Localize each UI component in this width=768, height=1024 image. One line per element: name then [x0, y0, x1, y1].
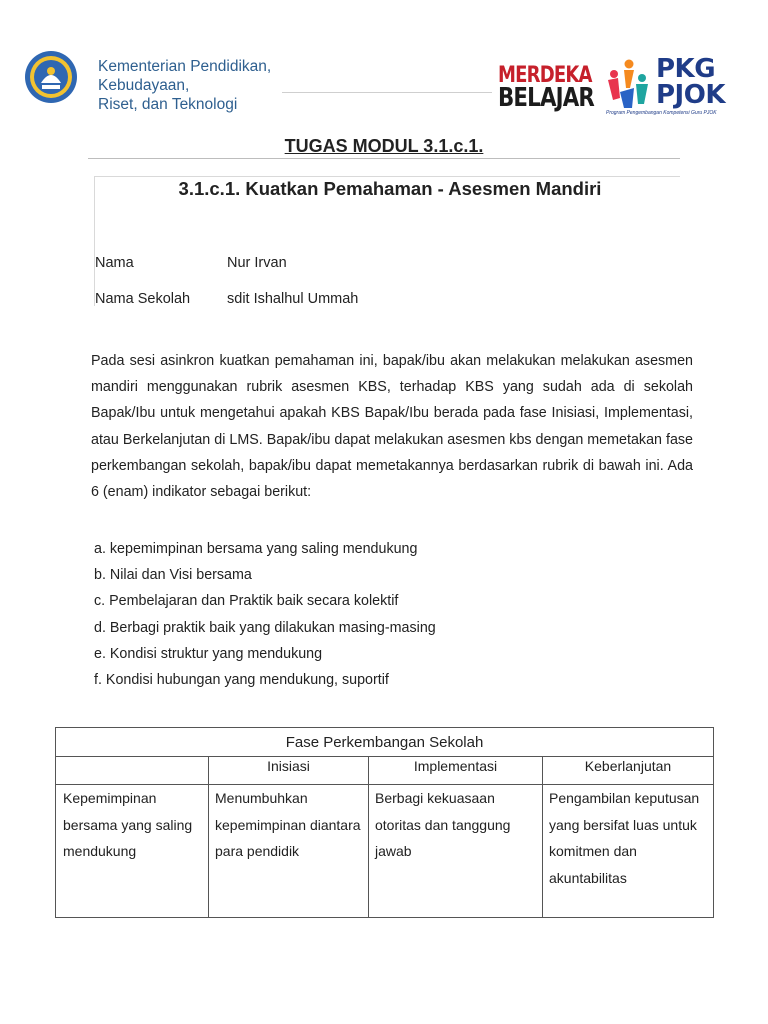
kemendikbud-emblem	[24, 50, 78, 104]
list-item: d. Berbagi praktik baik yang dilakukan masing-masing	[94, 619, 436, 636]
subtitle-frame-top	[94, 176, 680, 177]
school-value: sdit Ishalhul Ummah	[227, 291, 359, 307]
merdeka-word: MERDEKA	[498, 63, 592, 88]
title-divider	[88, 158, 680, 159]
document-subtitle: 3.1.c.1. Kuatkan Pemahaman - Asesmen Mandiri	[178, 178, 602, 199]
table-header-row	[56, 757, 714, 785]
ministry-line: Kementerian Pendidikan,	[98, 58, 272, 75]
ministry-line: Riset, dan Teknologi	[98, 96, 238, 113]
list-item: c. Pembelajaran dan Praktik baik secara kolektif	[94, 593, 399, 610]
pjok-word: PJOK	[656, 80, 725, 110]
header-divider	[282, 92, 492, 93]
pkg-caption: Program Pengembangan Kompetensi Guru PJOK	[606, 110, 717, 116]
ministry-name	[98, 57, 271, 114]
header-cell-empty	[56, 757, 209, 785]
table-cell-keberlanjutan: Pengambilan keputusan yang bersifat luas untuk komitmen dan akuntabilitas	[543, 785, 714, 918]
table-cell-indicator: Kepemimpinan bersama yang saling mendukung	[56, 785, 209, 918]
header-cell-keberlanjutan: Keberlanjutan	[543, 757, 714, 785]
table-cell-implementasi: Berbagi kekuasaan otoritas dan tanggung jawab	[369, 785, 543, 918]
name-label: Nama	[95, 255, 134, 271]
list-item: b. Nilai dan Visi bersama	[94, 567, 252, 584]
document-title	[0, 136, 768, 157]
pkg-pjok-logo	[656, 56, 725, 108]
ministry-line: Kebudayaan,	[98, 77, 190, 94]
table-cell-inisiasi: Menumbuhkan kepemimpinan diantara para pendidik	[209, 785, 369, 918]
instruction-paragraph: Pada sesi asinkron kuatkan pemahaman ini, bapak/ibu akan melakukan melakukan asesmen mandiri menggunakan rubrik asesmen KBS, terhadap KBS yang sudah ada di sekolah Bapak/Ibu untuk mengetahui apakah KBS Bapak/Ibu berada pada fase Inisiasi, Implementasi, atau Berkelanjutan di LMS. Bapak/ibu dapat melakukan asesmen kbs dengan memetakan fase perkembangan sekolah, bapak/ibu dapat memetakannya berdasarkan rubrik di bawah ini. Ada 6 (enam) indikator sebagai berikut:	[91, 353, 693, 501]
belajar-word: BELAJAR	[498, 83, 595, 113]
list-item: a. kepemimpinan bersama yang saling mendukung	[94, 541, 418, 557]
school-label: Nama Sekolah	[95, 291, 191, 307]
pkg-pjok-figures-icon	[604, 58, 652, 110]
phase-table	[55, 727, 714, 918]
indicator-list	[94, 536, 436, 693]
table-caption: Fase Perkembangan Sekolah	[56, 728, 714, 757]
name-value: Nur Irvan	[227, 255, 287, 271]
list-item: e. Kondisi struktur yang mendukung	[94, 645, 323, 662]
pkg-word: PKG	[656, 54, 716, 84]
document-title-text: TUGAS MODUL 3.1.c.1.	[284, 136, 484, 156]
table-caption-row	[56, 728, 714, 757]
header-cell-implementasi: Implementasi	[369, 757, 543, 785]
merdeka-belajar-logo	[498, 63, 595, 113]
header-cell-inisiasi: Inisiasi	[209, 757, 369, 785]
list-item: f. Kondisi hubungan yang mendukung, suportif	[94, 672, 389, 689]
table-row	[56, 785, 714, 918]
